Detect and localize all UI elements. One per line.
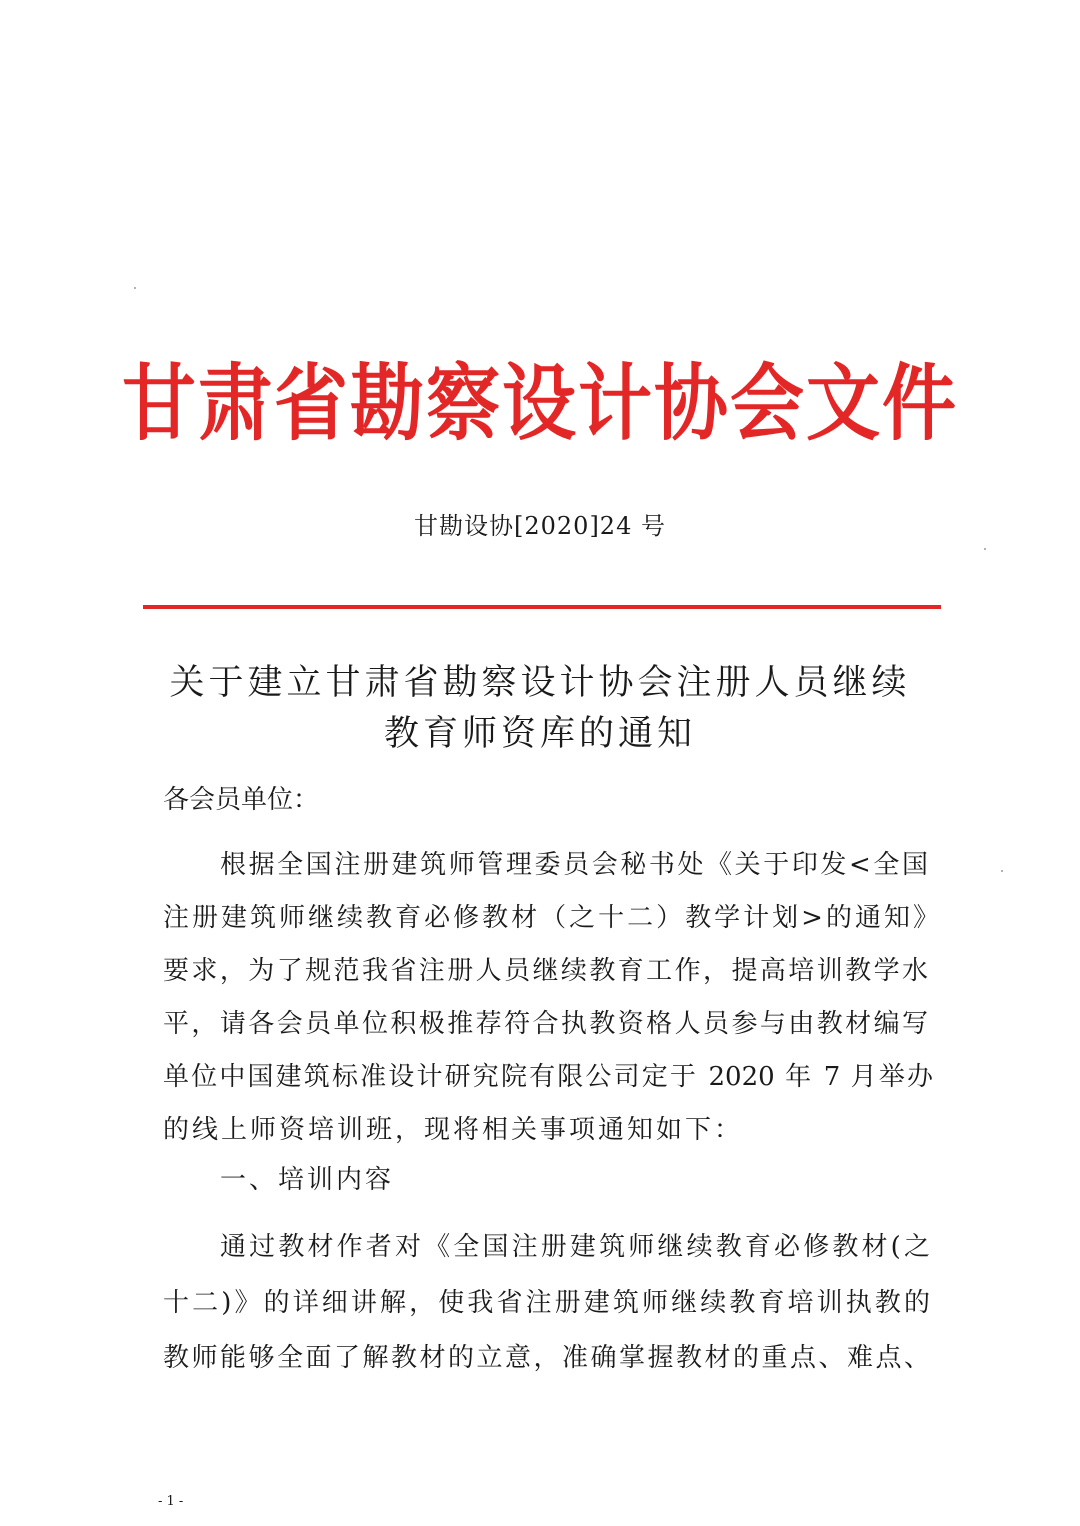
paragraph-1-line-4: 平，请各会员单位积极推荐符合执教资格人员参与由教材编写 [163,1009,928,1039]
paragraph-1-line-1: 根据全国注册建筑师管理委员会秘书处《关于印发<全国 [220,850,928,880]
scan-speck [1001,870,1003,872]
paragraph-1-line-6: 的线上师资培训班，现将相关事项通知如下： [163,1115,744,1145]
section-1-heading: 一、培训内容 [220,1165,395,1195]
paragraph-2-line-2: 十二)》的详细讲解，使我省注册建筑师继续教育培训执教的 [163,1288,930,1318]
salutation: 各会员单位： [163,785,320,815]
org-header-title: 甘肃省勘察设计协会文件 [122,355,958,453]
red-divider-line [143,605,941,609]
page-number: - 1 - [158,1494,184,1509]
paragraph-1-line-3: 要求，为了规范我省注册人员继续教育工作，提高培训教学水 [163,956,928,986]
scan-speck [134,287,136,289]
paragraph-2-line-1: 通过教材作者对《全国注册建筑师继续教育必修教材(之 [220,1232,930,1262]
paragraph-2-line-3: 教师能够全面了解教材的立意，准确掌握教材的重点、难点、 [163,1343,930,1373]
notice-title-line-2: 教育师资库的通知 [383,714,696,754]
paragraph-1-line-5: 单位中国建筑标准设计研究院有限公司定于 2020 年 7 月举办 [163,1062,933,1092]
scan-speck [984,548,986,550]
paragraph-1-line-2: 注册建筑师继续教育必修教材（之十二）教学计划>的通知》 [163,903,939,933]
notice-title-line-1: 关于建立甘肃省勘察设计协会注册人员继续 [169,663,911,703]
document-number: 甘勘设协[2020]24 号 [414,512,666,540]
